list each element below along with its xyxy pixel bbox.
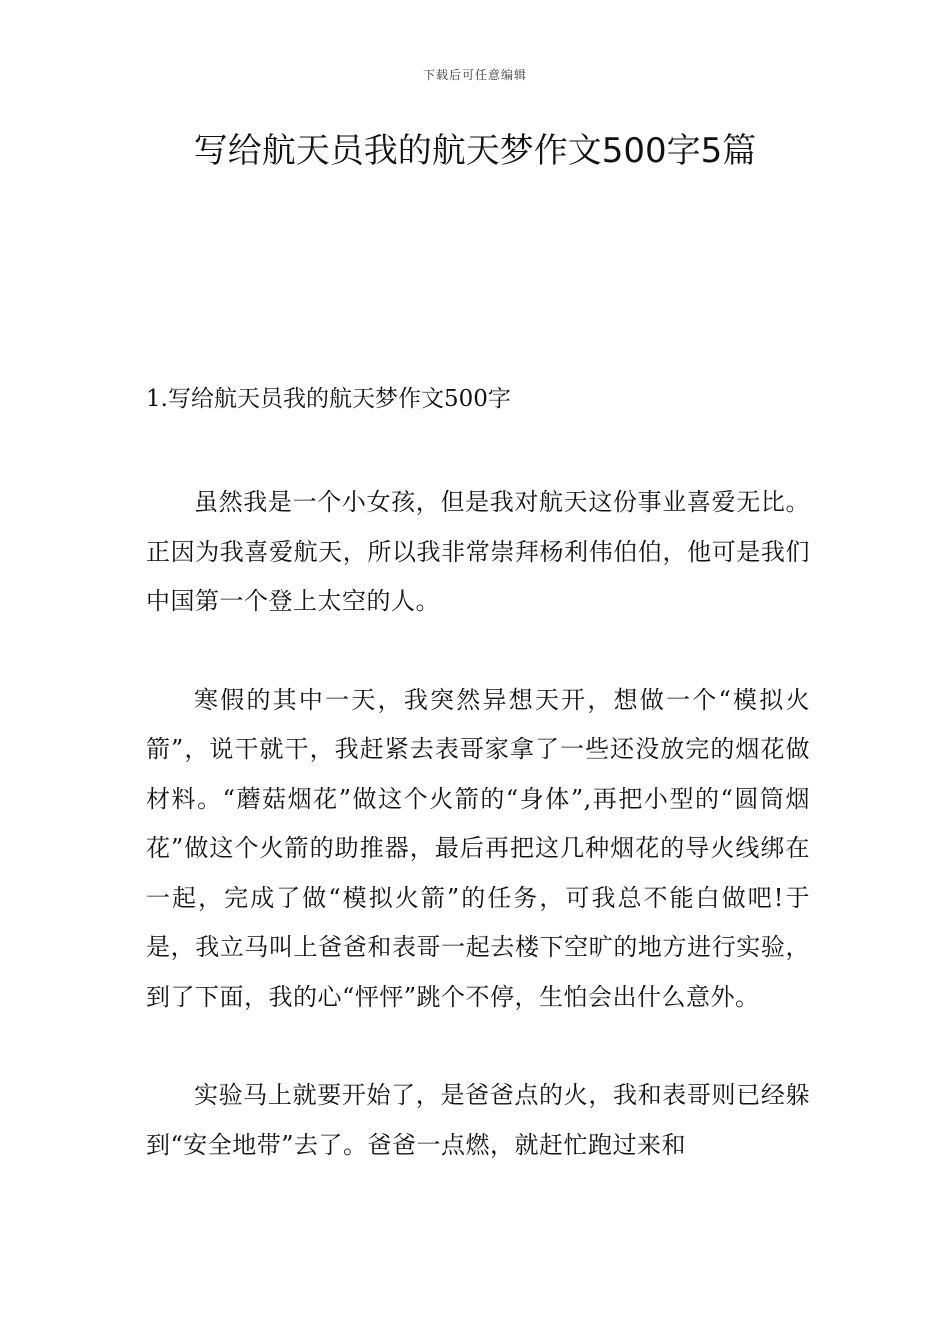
paragraph: 寒假的其中一天，我突然异想天开，想做一个“模拟火箭”，说干就干，我赶紧去表哥家拿了一些还没放完的烟花做材料。“蘑菇烟花”做这个火箭的“身体”,再把小型的“圆筒烟花”做这个火箭的助推器，最后再把这几种烟花的导火线绑在一起，完成了做“模拟火箭”的任务，可我总不能白做吧!于是，我立马叫上爸爸和表哥一起去楼下空旷的地方进行实验，到了下面，我的心“怦怦”跳个不停，生怕会出什么意外。 bbox=[146, 685, 810, 1011]
document-title: 写给航天员我的航天梦作文500字5篇 bbox=[193, 131, 757, 171]
body-text bbox=[146, 478, 810, 1219]
section-heading: 1.写给航天员我的航天梦作文500字 bbox=[146, 386, 511, 412]
header-note: 下载后可任意编辑 bbox=[422, 68, 527, 82]
paragraph: 实验马上就要开始了，是爸爸点的火，我和表哥则已经躲到“安全地带”去了。爸爸一点燃，就赶忙跑过来和 bbox=[146, 1081, 810, 1159]
paragraph: 虽然我是一个小女孩，但是我对航天这份事业喜爱无比。正因为我喜爱航天，所以我非常崇拜杨利伟伯伯，他可是我们中国第一个登上太空的人。 bbox=[146, 488, 810, 615]
